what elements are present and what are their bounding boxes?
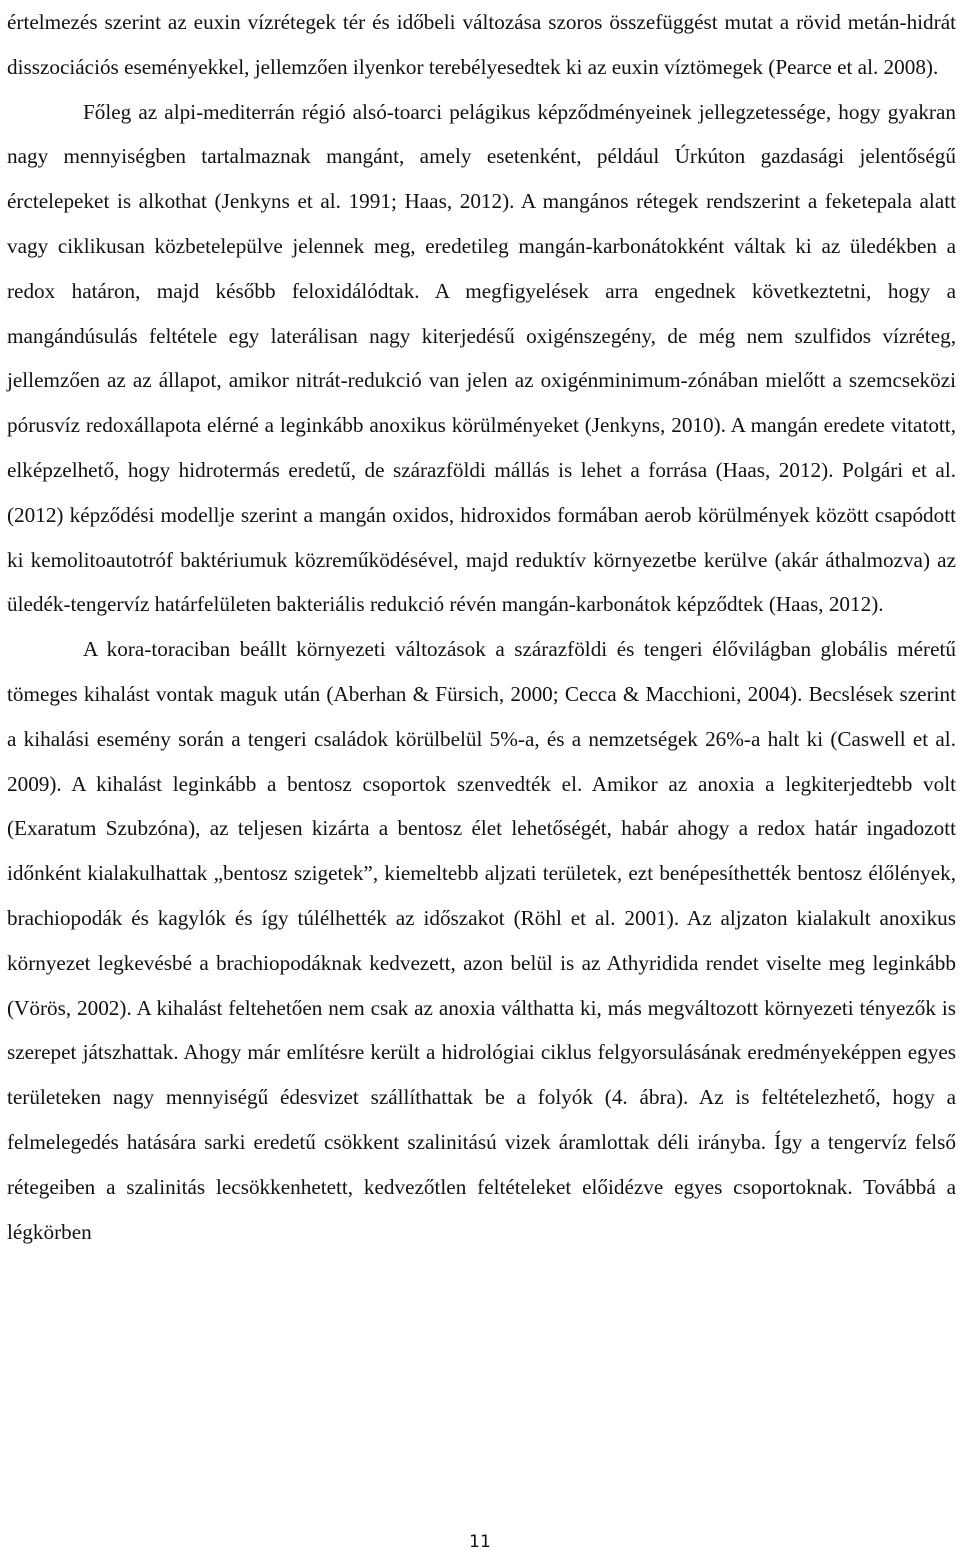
paragraph-3: A kora-toraciban beállt környezeti változások a szárazföldi és tengeri élővilágban globális méretű tömeges kihalást vontak maguk után (Aberhan & Fürsich, 2000; Cecca & Macchioni, 2004). Becslések szerint a kihalási esemény során a tengeri családok körülbelül 5%-a, és a nemzetségek 26%-a halt ki (Caswell et al. 2009). A kihalást leginkább a bentosz csoportok szenvedték el. Amikor az anoxia a legkiterjedtebb volt (Exaratum Szubzóna), az teljesen kizárta a bentosz élet lehetőségét, habár ahogy a redox határ ingadozott időnként kialakulhattak „bentosz szigetek”, kiemeltebb aljzati területek, ezt benépesíthették bentosz élőlények, brachiopodák és kagylók és így túlélhették az időszakot (Röhl et al. 2001). Az aljzaton kialakult anoxikus környezet legkevésbé a brachiopodáknak kedvezett, azon belül is az Athyridida rendet viselte meg leginkább (Vörös, 2002). A kihalást feltehetően nem csak az anoxia válthatta ki, más megváltozott környezeti tényezők is szerepet játszhattak. Ahogy már említésre került a hidrológiai ciklus felgyorsulásának eredményeképpen egyes területeken nagy mennyiségű édesvizet szállíthattak be a folyók (4. ábra). Az is feltételezhető, hogy a felmelegedés hatására sarki eredetű csökkent szalinitású vizek áramlottak déli irányba. Így a tengervíz felső rétegeiben a szalinitás lecsökkenhetett, kedvezőtlen feltételeket előidézve egyes csoportoknak. Továbbá a légkörben <box>7 637 956 1244</box>
paragraph-1: értelmezés szerint az euxin vízrétegek tér és időbeli változása szoros összefüggést mutat a rövid metán-hidrát disszociációs eseményekkel, jellemzően ilyenkor terebélyesedtek ki az euxin víztömegek (Pearce et al. 2008). <box>7 10 956 79</box>
page-number: 11 <box>469 1532 491 1552</box>
document-page <box>7 0 956 1254</box>
paragraph-2: Főleg az alpi-mediterrán régió alsó-toarci pelágikus képződményeinek jellegzetessége, hogy gyakran nagy mennyiségben tartalmaznak mangánt, amely esetenként, például Úrkúton gazdasági jelentőségű érctelepeket is alkothat (Jenkyns et al. 1991; Haas, 2012). A mangános rétegek rendszerint a feketepala alatt vagy ciklikusan közbetelepülve jelennek meg, eredetileg mangán-karbonátokként váltak ki az üledékben a redox határon, majd később feloxidálódtak. A megfigyelések arra engednek következtetni, hogy a mangándúsulás feltétele egy laterálisan nagy kiterjedésű oxigénszegény, de még nem szulfidos vízréteg, jellemzően az az állapot, amikor nitrát-redukció van jelen az oxigénminimum-zónában mielőtt a szemcseközi pórusvíz redoxállapota elérné a leginkább anoxikus körülményeket (Jenkyns, 2010). A mangán eredete vitatott, elképzelhető, hogy hidrotermás eredetű, de szárazföldi mállás is lehet a forrása (Haas, 2012). Polgári et al. (2012) képződési modellje szerint a mangán oxidos, hidroxidos formában aerob körülmények között csapódott ki kemolitoautotróf baktériumuk közreműködésével, majd reduktív környezetbe kerülve (akár áthalmozva) az üledék-tengervíz határfelületen bakteriális redukció révén mangán-karbonátok képződtek (Haas, 2012). <box>7 99 956 617</box>
